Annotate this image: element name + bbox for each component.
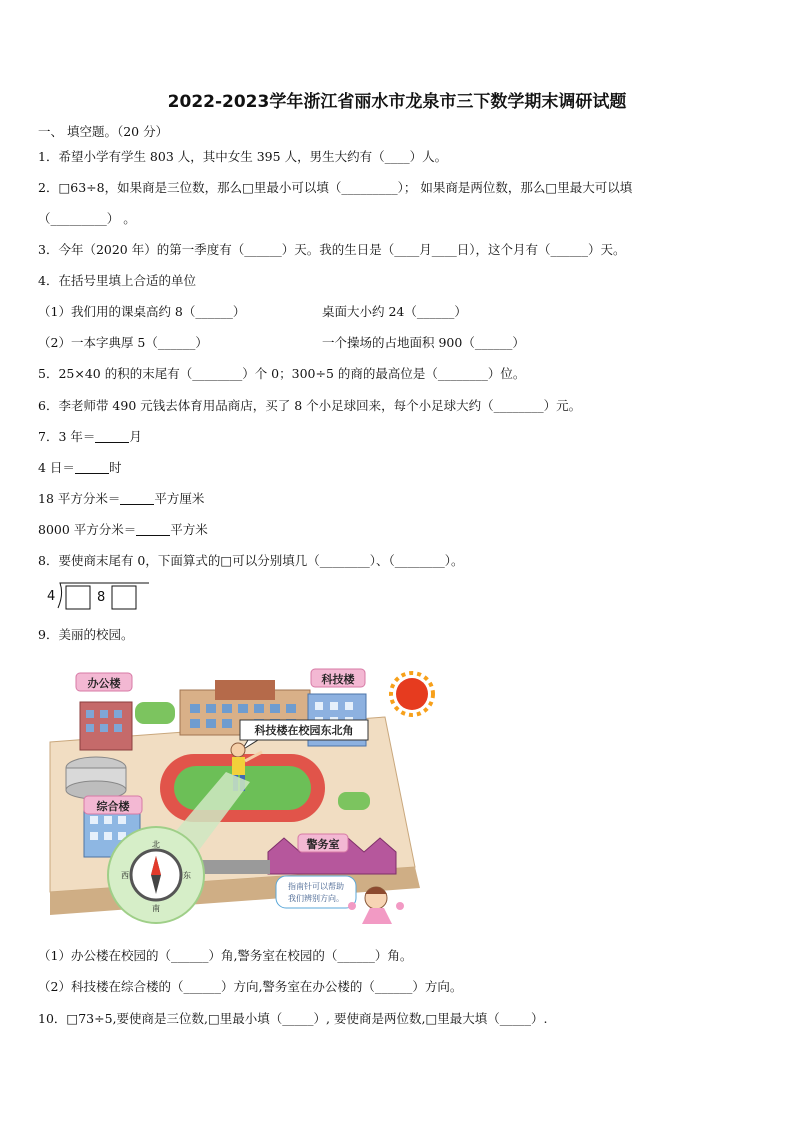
question-5: 5．25×40 的积的末尾有（________）个 0；300÷5 的商的最高位是（________）位。 [38,366,526,381]
tip-line-2: 我们辨别方向。 [288,894,344,903]
question-7-sq-dm-unit: 平方厘米 [154,491,205,506]
question-9-1: （1）办公楼在校园的（______）角,警务室在校园的（______）角。 [38,948,413,963]
compass-south: 南 [152,904,160,913]
tree [135,702,175,724]
question-10: 10．□73÷5,要使商是三位数,□里最小填（_____）, 要使商是两位数,□里最大填（_____）. [38,1011,548,1026]
answer-blank[interactable] [75,461,109,474]
round-building [66,757,126,799]
compass-north: 北 [152,840,160,849]
division-divisor: 4 [47,589,56,604]
answer-blank[interactable] [136,523,170,536]
question-7-sq-dm-text: 18 平方分米＝ [38,491,121,506]
tip-line-1: 指南针可以帮助 [288,882,344,891]
general-label: 综合楼 [96,800,130,813]
question-4-1-desk-height: （1）我们用的课桌高约 8（______） [38,304,246,319]
question-8: 8．要使商末尾有 0，下面算式的□可以分别填几（________）、（________）。 [38,553,464,568]
tree [338,792,370,810]
question-2-line-2: （_________） 。 [38,211,136,226]
question-9: 9．美丽的校园。 [38,627,134,642]
answer-blank[interactable] [95,430,129,443]
question-9-2: （2）科技楼在综合楼的（______）方向,警务室在办公楼的（______）方向。 [38,979,463,994]
school-gate [200,860,270,874]
section-heading: 一、 填空题。（20 分） [38,124,169,139]
question-7-years-text: 7．3 年＝ [38,429,96,444]
division-fixed-digit: 8 [97,590,106,605]
office-label: 办公楼 [87,677,121,690]
question-7-sq-m [38,520,208,538]
question-4-2-dictionary: （2）一本字典厚 5（______） [38,335,208,350]
tech-label: 科技楼 [321,673,355,686]
question-4: 4．在括号里填上合适的单位 [38,273,196,288]
long-division-figure [44,580,154,614]
digit-box-1[interactable] [66,586,90,609]
question-7-days-unit: 时 [108,460,122,475]
tip-bubble [276,876,356,908]
question-4-1-desk-area: 桌面大小约 24（______） [322,304,467,319]
question-4-row-2 [38,333,525,351]
sun-icon [391,673,433,715]
guard-label: 警务室 [306,838,340,851]
question-6: 6．李老师带 490 元钱去体育用品商店，买了 8 个小足球回来，每个小足球大约（________）元。 [38,398,582,413]
question-4-2-playground: 一个操场的占地面积 900（______） [322,335,525,350]
compass-east: 东 [183,871,191,880]
question-7-sq-m-unit: 平方米 [170,522,208,537]
campus-illustration [40,662,440,932]
question-1: 1．希望小学有学生 803 人，其中女生 395 人，男生大约有（____）人。 [38,149,448,164]
question-7-days [38,458,121,476]
question-4-row-1 [38,302,467,320]
compass-west: 西 [121,871,129,880]
question-7-years [38,427,142,445]
digit-box-2[interactable] [112,586,136,609]
page-title: 2022-2023学年浙江省丽水市龙泉市三下数学期末调研试题 [167,92,627,112]
question-7-sq-m-text: 8000 平方分米＝ [38,522,137,537]
answer-blank[interactable] [120,492,154,505]
question-7-years-unit: 月 [129,429,142,444]
main-building-roof [215,680,275,700]
question-7-sq-dm [38,489,204,507]
question-2-line-1: 2．□63÷8，如果商是三位数，那么□里最小可以填（_________）； 如果商是两位数，那么□里最大可以填 [38,180,633,195]
compass-icon [131,850,181,900]
question-7-days-text: 4 日＝ [38,460,75,475]
question-3: 3．今年（2020 年）的第一季度有（______）天。我的生日是（____月____日），这个月有（______）天。 [38,242,626,257]
speech-bubble-text: 科技楼在校园东北角 [254,724,354,737]
